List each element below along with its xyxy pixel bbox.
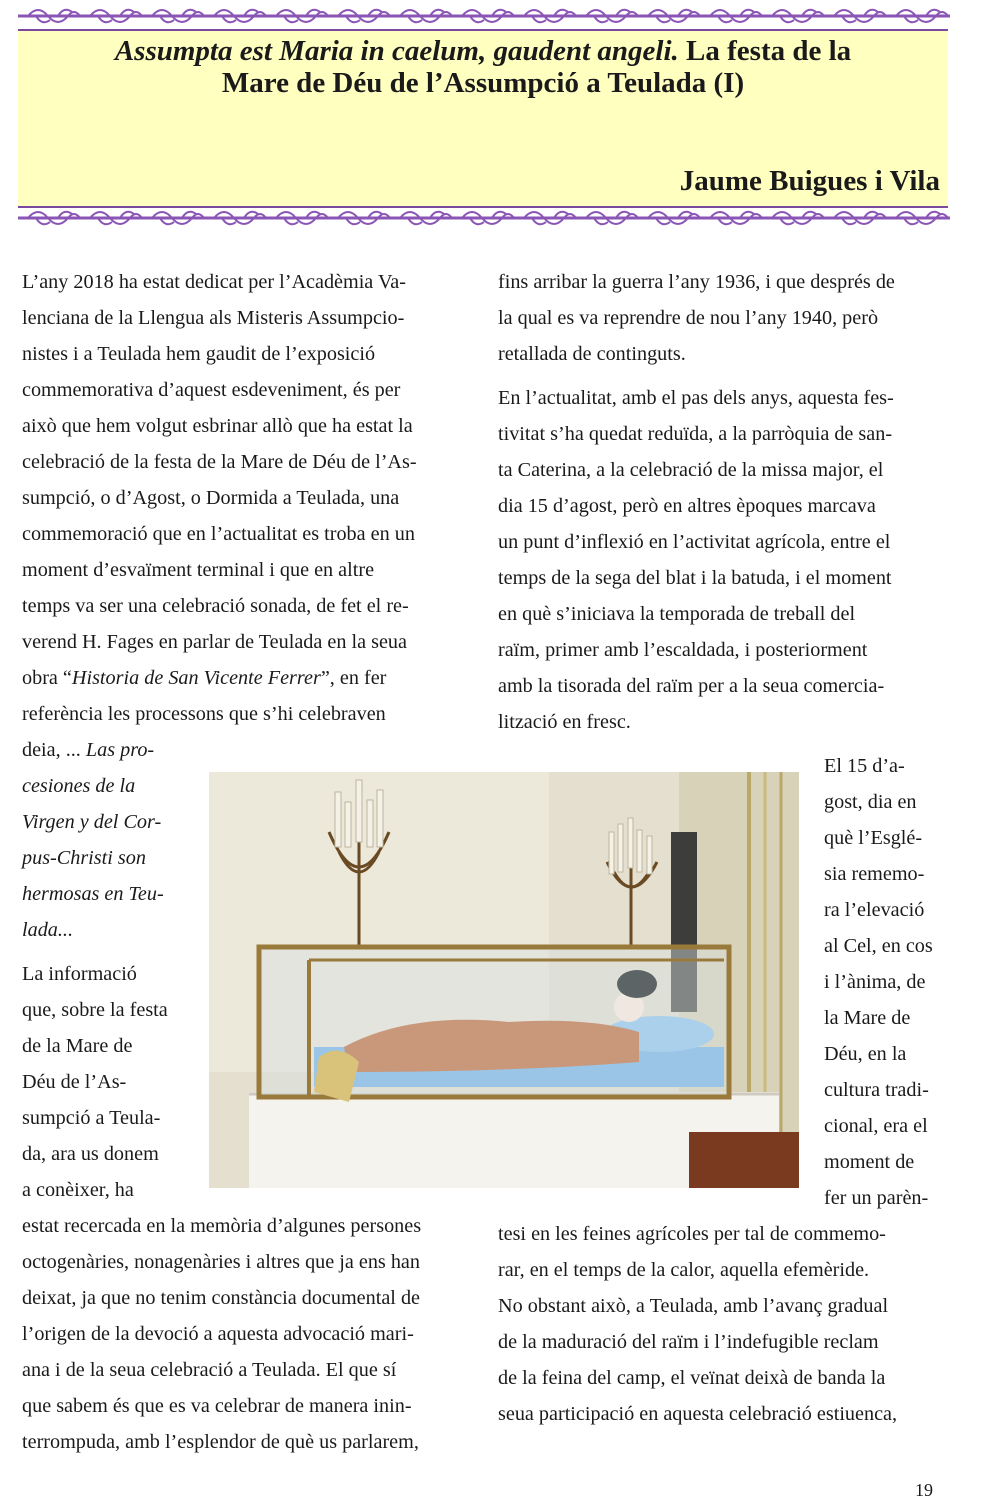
text-line: celebració de la festa de la Mare de Déu de l’As- [22,451,417,473]
text-line: ana i de la seua celebració a Teulada. El que sí [22,1359,397,1381]
text-line: da, ara us donem [22,1143,159,1165]
text-line: terrompuda, amb l’esplendor de què us parlarem, [22,1431,419,1453]
text-line: gost, dia en [824,791,917,813]
text-line [22,660,470,696]
text-line: No obstant això, a Teulada, amb l’avanç gradual [498,1295,889,1317]
book-title: Historia de San Vicente Ferrer [71,667,321,689]
text-line: temps de la sega del blat i la batuda, i el moment [498,567,892,589]
text-line: l’origen de la devoció a aquesta advocació mari- [22,1323,414,1345]
paragraph-war [498,264,945,372]
text-run: obra “ [22,667,72,689]
text-line: amb la tisorada del raïm per a la seua comercia- [498,675,885,697]
text-line: seua participació en aquesta celebració estiuenca, [498,1403,898,1425]
text-line: commemoració que en l’actualitat es troba en un [22,523,415,545]
text-line: moment de [824,1151,915,1173]
text-line: de la maduració del raïm i l’indefugible reclam [498,1331,879,1353]
text-line: sumpció, o d’Agost, o Dormida a Teulada, una [22,487,400,509]
text-line: nistes i a Teulada hem gaudit de l’exposició [22,343,376,365]
text-line: referència les processons que s’hi celebraven [22,703,386,725]
text-line: moment d’esvaïment terminal i que en altre [22,559,375,581]
text-line: ta Caterina, a la celebració de la missa major, el [498,459,884,481]
text-line: que, sobre la festa [22,999,168,1021]
text-line: i l’ànima, de [824,971,926,993]
text-line: verend H. Fages en parlar de Teulada en la seua [22,631,407,653]
text-line: la qual es va reprendre de nou l’any 1940, però [498,307,879,329]
text-line: commemorativa d’aquest esdeveniment, és per [22,379,401,401]
article-author: Jaume Buigues i Vila [679,165,940,197]
text-line: ra l’elevació [824,899,925,921]
text-line: la Mare de [824,1007,911,1029]
text-line: que sabem és que es va celebrar de manera inin- [22,1395,412,1417]
text-run: ”, en fer [320,667,387,689]
quote-line: cesiones de la [22,775,136,797]
bottom-ornament-border [18,204,950,232]
text-line: al Cel, en cos [824,935,933,957]
text-line: tesi en les feines agrícoles per tal de commemo- [498,1223,886,1245]
title-rest: La festa de la [678,35,852,67]
text-line [22,732,186,768]
text-line: fins arribar la guerra l’any 1936, i que després de [498,271,895,293]
text-line: Déu, en la [824,1043,907,1065]
text-line: La informació [22,963,137,985]
text-line: octogenàries, nonagenàries i altres que ja ens han [22,1251,420,1273]
text-line: deixat, ja que no tenim constància documental de [22,1287,421,1309]
text-line: tivitat s’ha quedat reduïda, a la parròquia de san- [498,423,893,445]
paragraph-present [498,380,945,740]
quote-line: lada... [22,919,74,941]
text-line: El 15 d’a- [824,755,905,777]
text-line: en què s’iniciava la temporada de treball del [498,603,856,625]
text-line: L’any 2018 ha estat dedicat per l’Acadèmia Va- [22,271,406,293]
text-line: un punt d’inflexió en l’activitat agrícola, entre el [498,531,891,553]
text-line: a conèixer, ha [22,1179,134,1201]
text-line: sia rememo- [824,863,925,885]
text-line: de la Mare de [22,1035,133,1057]
text-line: Déu de l’As- [22,1071,127,1093]
quote-line: pus-Christi son [22,847,146,869]
title-latin: Assumpta est Maria in caelum, gaudent angeli. [114,35,679,67]
text-line: dia 15 d’agost, però en altres èpoques marcava [498,495,876,517]
quote-line: hermosas en Teu- [22,883,164,905]
text-line: això que hem volgut esbrinar allò que ha estat la [22,415,413,437]
text-line: rar, en el temps de la calor, aquella efemèride. [498,1259,870,1281]
virgin-dormition-photo [209,772,799,1188]
text-line: cional, era el [824,1115,928,1137]
text-line: En l’actualitat, amb el pas dels anys, aquesta fes- [498,387,894,409]
quote-line: Virgen y del Cor- [22,811,162,833]
text-line: cultura tradi- [824,1079,929,1101]
text-line: lització en fresc. [498,711,631,733]
text-line: estat recercada en la memòria d’algunes persones [22,1215,422,1237]
text-run: deia, ... [22,739,86,761]
text-line: sumpció a Teula- [22,1107,161,1129]
text-line: lenciana de la Llengua als Misteris Assumpcio- [22,307,405,329]
quote-run: Las pro- [85,739,155,761]
text-line: raïm, primer amb l’escaldada, i posteriorment [498,639,868,661]
article-title [18,35,948,99]
text-line: retallada de continguts. [498,343,686,365]
narrow-block [824,748,945,1216]
text-line: què l’Esglé- [824,827,923,849]
page-number: 19 [915,1480,933,1500]
article-header [18,29,948,208]
title-line-2: Mare de Déu de l’Assumpció a Teulada (I) [221,67,745,99]
top-ornament-border [18,2,950,30]
text-line: fer un parèn- [824,1187,929,1209]
text-line: de la feina del camp, el veïnat deixà de banda la [498,1367,886,1389]
text-line: temps va ser una celebració sonada, de fet el re- [22,595,409,617]
